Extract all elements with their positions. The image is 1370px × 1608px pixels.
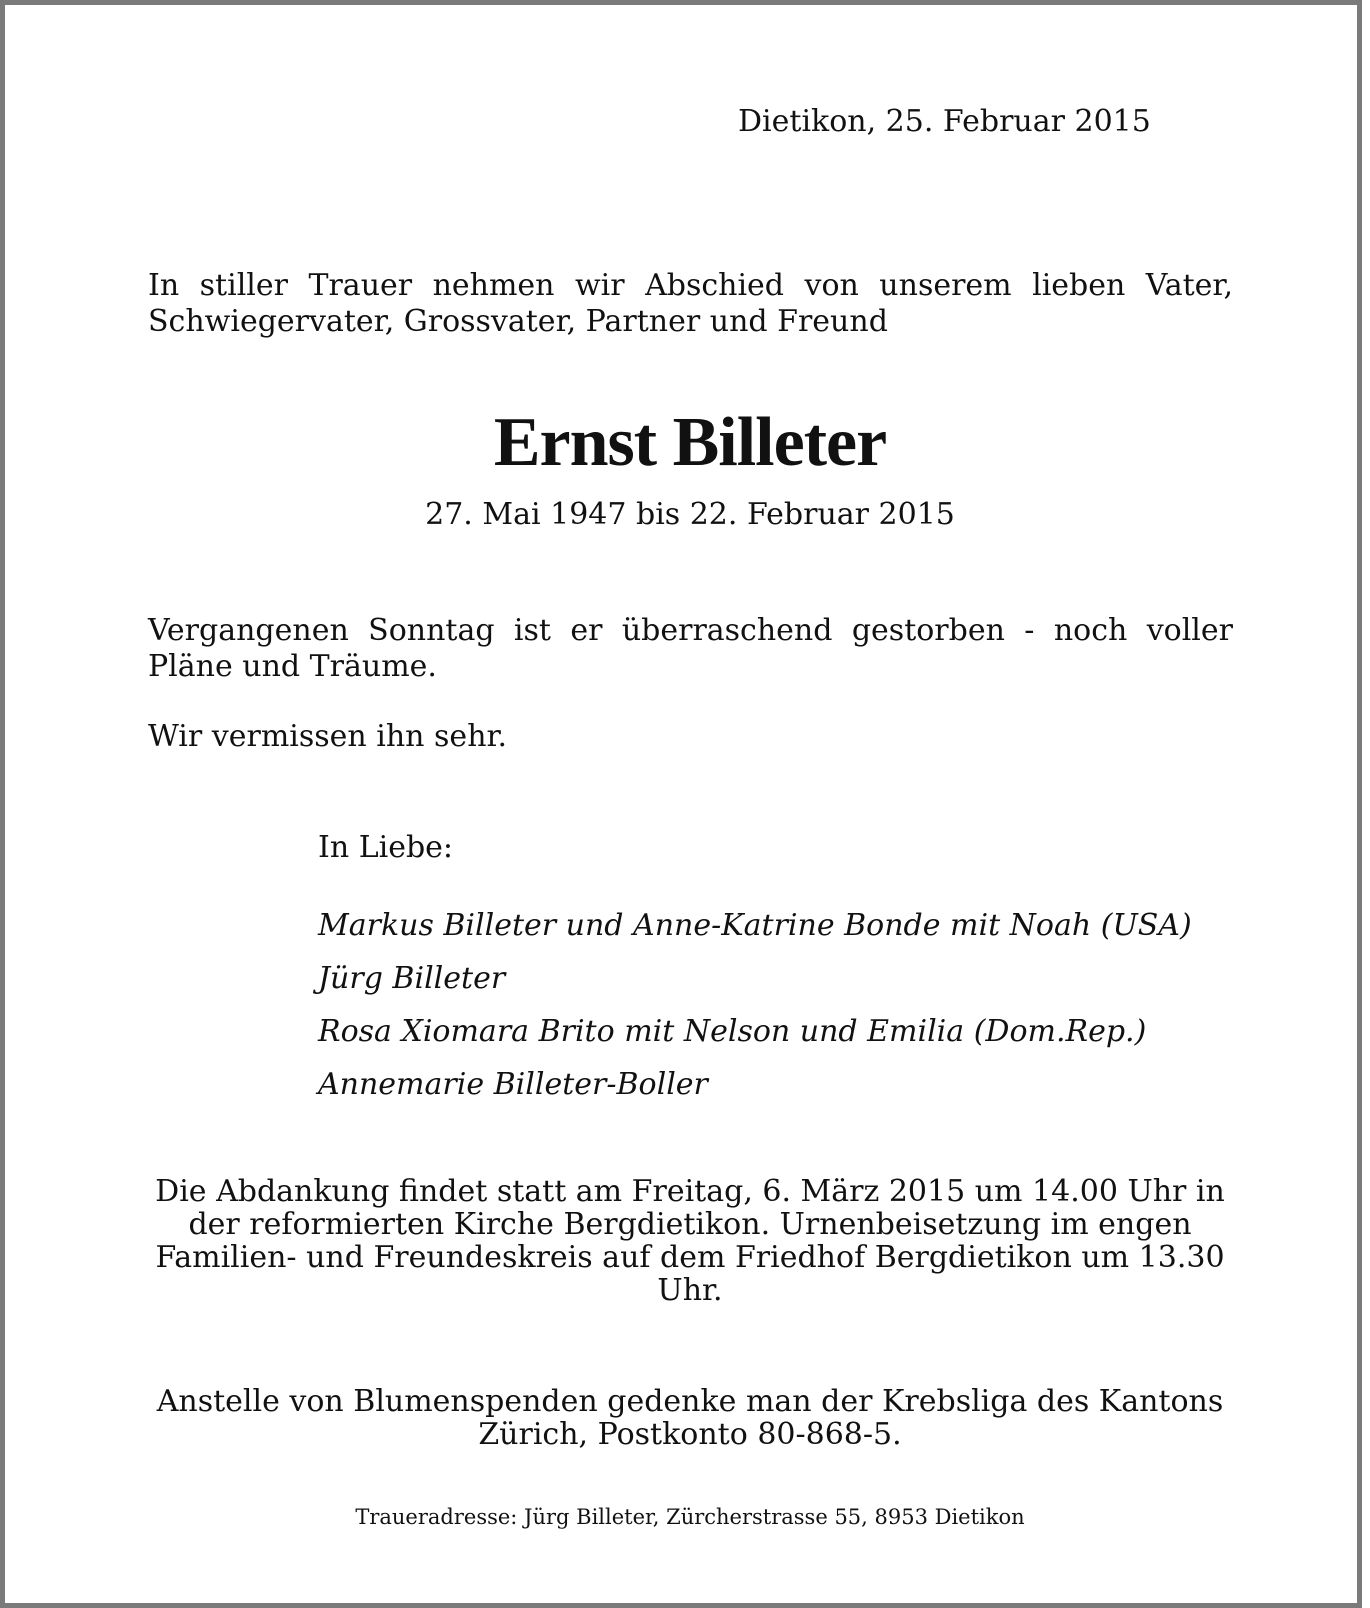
mourners-heading: In Liebe:	[318, 830, 454, 865]
mourner-name: Jürg Billeter	[318, 961, 506, 996]
ceremony-text: Die Abdankung findet statt am Freitag, 6. März 2015 um 14.00 Uhr in der reformierten Kirche Bergdietikon. Urnenbeisetzung im engen Familien- und Freundeskreis auf dem Friedhof Bergdietikon um 13.30 Uhr.	[155, 1174, 1225, 1308]
mourners-list	[318, 908, 1192, 1120]
mourner-name: Rosa Xiomara Brito mit Nelson und Emilia (Dom.Rep.)	[318, 1014, 1147, 1049]
mourner-name: Markus Billeter und Anne-Katrine Bonde mit Noah (USA)	[318, 908, 1192, 943]
circumstance-text: Vergangenen Sonntag ist er überraschend gestorben - noch voller Pläne und Träume.	[148, 613, 1233, 684]
donation-text: Anstelle von Blumenspenden gedenke man der Krebsliga des Kantons Zürich, Postkonto 80-868-5.	[156, 1384, 1224, 1452]
place-date: Dietikon, 25. Februar 2015	[738, 104, 1151, 139]
mourning-address: Traueradresse: Jürg Billeter, Zürcherstrasse 55, 8953 Dietikon	[355, 1505, 1025, 1529]
lifespan-dates: 27. Mai 1947 bis 22. Februar 2015	[425, 497, 955, 532]
mourner-name: Annemarie Billeter-Boller	[318, 1067, 708, 1102]
miss-text: Wir vermissen ihn sehr.	[148, 719, 508, 754]
intro-text: In stiller Trauer nehmen wir Abschied von unserem lieben Vater, Schwiegervater, Grossvater, Partner und Freund	[148, 268, 1233, 339]
deceased-name: Ernst Billeter	[493, 404, 887, 481]
